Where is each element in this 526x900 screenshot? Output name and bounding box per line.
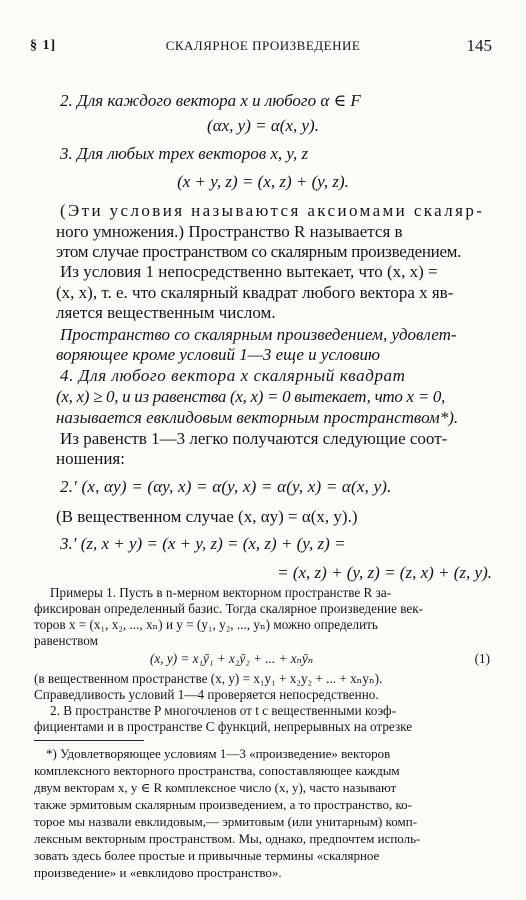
text-line: (x, x) ≥ 0, и из равенства (x, x) = 0 вытекает, что x = 0, [56,387,445,406]
footnote-line: лексным векторным пространством. Мы, однако, предпочтем исполь- [34,831,421,846]
text-line: этом случае пространством со скалярным произведением. [56,242,462,261]
text-line: ляется вещественным числом. [56,303,276,322]
footnote-line: *) Удовлетворяющее условиям 1—3 «произведение» векторов [46,746,391,761]
text-line: (Эти условия называются аксиомами скаляр- [60,201,485,220]
examples-line: Справедливость условий 1—4 проверяется непосредственно. [34,687,379,702]
examples-line: (в вещественном пространстве (x, y) = x₁y₁ + x₂y₂ + ... + xₙyₙ). [34,671,383,686]
relation-3prime: 3.′ (z, x + y) = (x + y, z) = (x, z) + (y, z) = [60,534,346,553]
text-line: (В вещественном случае (x, αy) = α(x, y).) [56,507,358,526]
equation-number: (1) [474,651,490,666]
footnote-line: также эрмитовым скалярным произведением, а то пространство, ко- [34,797,412,812]
footnote-line: комплексного векторного пространства, сопоставляющее каждым [34,763,400,778]
examples-line: фиксирован определенный базис. Тогда скалярное произведение век- [34,601,424,616]
examples-line: торов x = (x₁, x₂, ..., xₙ) и y = (y₁, y₂, ..., yₙ) можно определить [34,617,378,632]
text-line: (x, x), т. е. что скалярный квадрат любого вектора x яв- [56,283,454,302]
examples-line: фициентами и в пространстве C функций, непрерывных на отрезке [34,719,413,734]
text-line: ношения: [56,449,125,468]
section-marker: § 1] [30,38,57,53]
formula-condition-2: (αx, y) = α(x, y). [207,116,319,135]
examples-line: равенством [34,633,98,648]
formula-1: (x, y) = x₁ȳ₁ + x₂ȳ₂ + ... + xₙȳₙ [150,651,314,666]
footnote-line: торое мы назвали евклидовым,— эрмитовым (или унитарным) комп- [34,814,418,829]
examples-line: 2. В пространстве P многочленов от t с вещественными коэф- [50,703,396,718]
text-line: Из равенств 1—3 легко получаются следующие соот- [60,429,448,448]
running-title: СКАЛЯРНОЕ ПРОИЗВЕДЕНИЕ [165,38,361,53]
footnote-rule [34,740,144,741]
footnote-line: зовать здесь более простые и привычные термины «скалярное [34,848,380,863]
footnote-line: двум векторам x, y ∈ R комплексное число (x, y), часто называют [34,780,397,795]
text-line: называется евклидовым векторным пространством*). [56,408,459,427]
text-line: Из условия 1 непосредственно вытекает, что (x, x) = [60,262,438,281]
text-line: ного умножения.) Пространство R называется в [56,222,403,241]
condition-3: 3. Для любых трех векторов x, y, z [60,144,309,163]
relation-3prime-continued: = (x, z) + (y, z) = (z, x) + (z, y). [277,563,492,582]
page-number: 145 [466,36,492,55]
text-line: Пространство со скалярным произведением, удовлет- [60,325,457,344]
text-line: воряющее кроме условий 1—3 еще и условию [56,345,380,364]
condition-4: 4. Для любого вектора x скалярный квадрат [60,366,406,385]
relation-2prime: 2.′ (x, αy) = (αy, x) = α(y, x) = α(y, x) = α(x, y). [60,477,392,496]
page-header [0,36,526,58]
condition-2: 2. Для каждого вектора x и любого α ∈ F [60,91,361,110]
formula-condition-3: (x + y, z) = (x, z) + (y, z). [177,172,349,191]
footnote-line: произведение» и «евклидово пространство». [34,865,282,880]
examples-line: Примеры 1. Пусть в n-мерном векторном пространстве R за- [50,585,392,600]
